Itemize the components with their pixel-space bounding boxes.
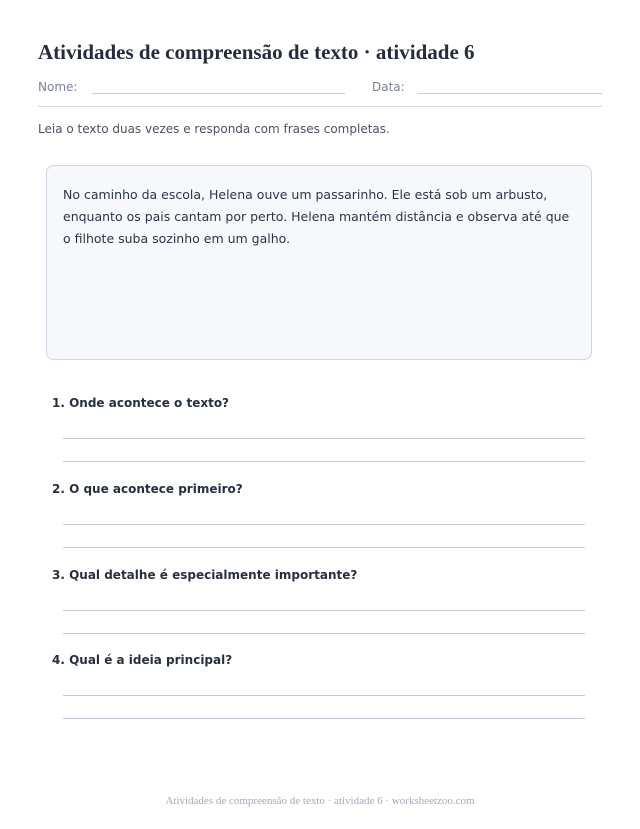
page-title: Atividades de compreensão de texto · atividade 6	[38, 40, 475, 64]
answer-line-3a[interactable]	[63, 610, 585, 611]
header-divider	[38, 106, 602, 107]
answer-line-4a[interactable]	[63, 695, 585, 696]
answer-line-4b[interactable]	[63, 718, 585, 719]
question-3: 3. Qual detalhe é especialmente importante?	[52, 568, 358, 582]
passage-box	[46, 165, 592, 360]
name-field[interactable]	[92, 93, 345, 94]
answer-line-3b[interactable]	[63, 633, 585, 634]
answer-line-2a[interactable]	[63, 524, 585, 525]
answer-line-1a[interactable]	[63, 438, 585, 439]
answer-line-1b[interactable]	[63, 461, 585, 462]
question-1: 1. Onde acontece o texto?	[52, 396, 230, 410]
answer-line-2b[interactable]	[63, 547, 585, 548]
date-label: Data:	[372, 80, 405, 94]
name-date-row	[38, 80, 602, 98]
date-field[interactable]	[418, 93, 602, 94]
page-footer: Atividades de compreensão de texto · atividade 6 · worksheetzoo.com	[165, 795, 475, 807]
question-2: 2. O que acontece primeiro?	[52, 482, 243, 496]
question-4: 4. Qual é a ideia principal?	[52, 653, 233, 667]
instructions-text: Leia o texto duas vezes e responda com frases completas.	[38, 122, 390, 136]
name-label: Nome:	[38, 80, 78, 94]
passage-text: No caminho da escola, Helena ouve um passarinho. Ele está sob um arbusto, enquanto os pais cantam por perto. Helena mantém distância e observa até que o filhote suba sozinho em um galho.	[63, 187, 570, 246]
